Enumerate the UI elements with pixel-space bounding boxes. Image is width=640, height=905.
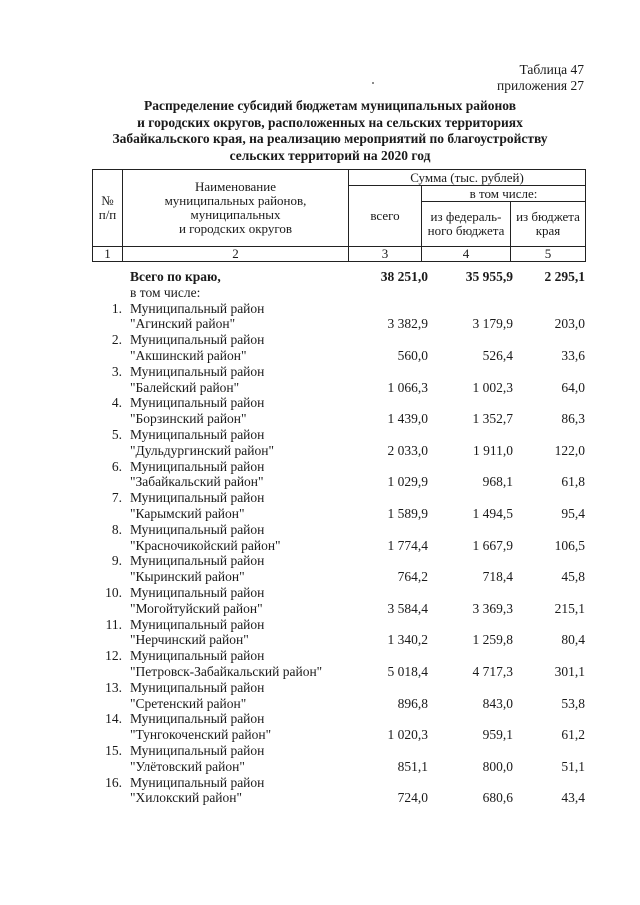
district-name: "Акшинский район"	[130, 347, 247, 363]
value-regional: 301,1	[554, 663, 585, 679]
value-federal: 1 352,7	[472, 411, 513, 427]
including-label: в том числе:	[130, 284, 201, 300]
value-total: 1 439,0	[387, 411, 428, 427]
district-name: "Петровск-Забайкальский район"	[130, 663, 323, 679]
row-number: 11.	[105, 616, 122, 632]
district-row	[92, 553, 589, 569]
header-federal: из федераль- ного бюджета	[422, 202, 511, 247]
value-federal: 968,1	[482, 474, 513, 490]
district-row	[92, 617, 589, 633]
value-regional: 64,0	[561, 379, 585, 395]
value-federal: 1 667,9	[472, 537, 513, 553]
district-prefix: Муниципальный район	[130, 521, 265, 537]
col-index-3: 3	[349, 247, 422, 262]
district-row	[92, 301, 589, 317]
district-values-row	[92, 538, 589, 554]
value-federal: 3 179,9	[472, 316, 513, 332]
value-regional: 51,1	[561, 758, 585, 774]
district-values-row	[92, 664, 589, 680]
row-number: 5.	[111, 426, 122, 442]
district-prefix: Муниципальный район	[130, 553, 265, 569]
header-including: в том числе:	[422, 186, 586, 202]
row-number: 10.	[105, 584, 122, 600]
value-regional: 95,4	[561, 505, 585, 521]
district-prefix: Муниципальный район	[130, 332, 265, 348]
row-number: 9.	[111, 553, 122, 569]
value-total: 896,8	[397, 695, 428, 711]
table-header	[92, 169, 586, 262]
district-values-row	[92, 380, 589, 396]
value-federal: 3 369,3	[472, 600, 513, 616]
district-values-row	[92, 727, 589, 743]
district-name: "Красночикойский район"	[130, 537, 281, 553]
district-name: "Тунгокоченский район"	[130, 727, 272, 743]
value-federal: 526,4	[482, 347, 513, 363]
value-regional: 61,8	[561, 474, 585, 490]
district-values-row	[92, 790, 589, 806]
row-number: 6.	[111, 458, 122, 474]
district-name: "Могойтуйский район"	[130, 600, 263, 616]
value-federal: 843,0	[482, 695, 513, 711]
district-name: "Дульдургинский район"	[130, 442, 274, 458]
district-name: "Борзинский район"	[130, 411, 247, 427]
district-prefix: Муниципальный район	[130, 426, 265, 442]
value-total: 560,0	[397, 347, 428, 363]
district-row	[92, 775, 589, 791]
district-row	[92, 585, 589, 601]
district-row	[92, 711, 589, 727]
total-label: Всего по краю,	[130, 269, 221, 284]
district-values-row	[92, 506, 589, 522]
district-values-row	[92, 348, 589, 364]
district-values-row	[92, 411, 589, 427]
district-row	[92, 648, 589, 664]
row-number: 12.	[105, 648, 122, 664]
district-values-row	[92, 601, 589, 617]
district-name: "Нерчинский район"	[130, 632, 249, 648]
district-values-row	[92, 632, 589, 648]
row-number: 3.	[111, 363, 122, 379]
district-row	[92, 743, 589, 759]
row-number: 16.	[105, 774, 122, 790]
col-index-2: 2	[123, 247, 349, 262]
district-prefix: Муниципальный район	[130, 300, 265, 316]
district-values-row	[92, 759, 589, 775]
row-number: 14.	[105, 711, 122, 727]
district-row	[92, 459, 589, 475]
district-prefix: Муниципальный район	[130, 742, 265, 758]
value-total: 1 066,3	[387, 379, 428, 395]
district-prefix: Муниципальный район	[130, 490, 265, 506]
row-number: 8.	[111, 521, 122, 537]
value-total: 764,2	[397, 569, 428, 585]
table-number: Таблица 47	[519, 62, 584, 77]
district-prefix: Муниципальный район	[130, 679, 265, 695]
district-row	[92, 680, 589, 696]
value-federal: 800,0	[482, 758, 513, 774]
value-federal: 4 717,3	[472, 663, 513, 679]
including-row	[92, 285, 589, 301]
value-total: 851,1	[397, 758, 428, 774]
value-regional: 86,3	[561, 411, 585, 427]
district-row	[92, 490, 589, 506]
total-row	[92, 269, 589, 285]
district-prefix: Муниципальный район	[130, 648, 265, 664]
value-total: 3 584,4	[387, 600, 428, 616]
total-federal: 35 955,9	[465, 269, 513, 284]
row-number: 13.	[105, 679, 122, 695]
district-list	[92, 301, 589, 807]
value-federal: 680,6	[482, 790, 513, 806]
district-row	[92, 364, 589, 380]
value-regional: 45,8	[561, 569, 585, 585]
district-row	[92, 395, 589, 411]
table-body	[92, 269, 589, 806]
district-prefix: Муниципальный район	[130, 711, 265, 727]
header-num: № п/п	[93, 170, 123, 247]
col-index-5: 5	[511, 247, 586, 262]
col-index-4: 4	[422, 247, 511, 262]
district-values-row	[92, 443, 589, 459]
district-name: "Кыринский район"	[130, 569, 245, 585]
district-name: "Карымский район"	[130, 505, 245, 521]
district-prefix: Муниципальный район	[130, 363, 265, 379]
value-federal: 1 002,3	[472, 379, 513, 395]
value-regional: 106,5	[554, 537, 585, 553]
value-federal: 718,4	[482, 569, 513, 585]
value-regional: 122,0	[554, 442, 585, 458]
district-name: "Хилокский район"	[130, 790, 243, 806]
value-total: 2 033,0	[387, 442, 428, 458]
value-regional: 53,8	[561, 695, 585, 711]
district-prefix: Муниципальный район	[130, 458, 265, 474]
district-prefix: Муниципальный район	[130, 395, 265, 411]
value-regional: 33,6	[561, 347, 585, 363]
value-total: 724,0	[397, 790, 428, 806]
appendix-number: приложения 27	[496, 78, 584, 93]
col-index-1: 1	[93, 247, 123, 262]
district-values-row	[92, 569, 589, 585]
district-name: "Балейский район"	[130, 379, 240, 395]
total-sum: 38 251,0	[380, 269, 428, 284]
row-number: 4.	[111, 395, 122, 411]
row-number: 2.	[111, 332, 122, 348]
value-total: 1 020,3	[387, 727, 428, 743]
district-prefix: Муниципальный район	[130, 584, 265, 600]
district-values-row	[92, 696, 589, 712]
row-number: 1.	[111, 300, 122, 316]
value-regional: 80,4	[561, 632, 585, 648]
value-regional: 61,2	[561, 727, 585, 743]
district-values-row	[92, 316, 589, 332]
header-total: всего	[349, 186, 422, 247]
district-name: "Забайкальский район"	[130, 474, 264, 490]
header-regional: из бюджета края	[511, 202, 586, 247]
value-federal: 1 494,5	[472, 505, 513, 521]
total-regional: 2 295,1	[544, 269, 585, 284]
page-title: Распределение субсидий бюджетам муниципальных районов и городских округов, расположенных на сельских территориях Забайкальского края, на реализацию мероприятий по благоустройству сельских территорий на 2020 год	[112, 98, 548, 163]
value-federal: 1 259,8	[472, 632, 513, 648]
district-row	[92, 522, 589, 538]
district-name: "Агинский район"	[130, 316, 236, 332]
district-name: "Улётовский район"	[130, 758, 245, 774]
value-regional: 43,4	[561, 790, 585, 806]
value-regional: 215,1	[554, 600, 585, 616]
value-regional: 203,0	[554, 316, 585, 332]
scan-speck	[372, 82, 374, 84]
district-prefix: Муниципальный район	[130, 616, 265, 632]
row-number: 7.	[111, 490, 122, 506]
district-row	[92, 332, 589, 348]
value-total: 1 029,9	[387, 474, 428, 490]
district-prefix: Муниципальный район	[130, 774, 265, 790]
row-number: 15.	[105, 742, 122, 758]
value-total: 5 018,4	[387, 663, 428, 679]
value-total: 3 382,9	[387, 316, 428, 332]
header-sum: Сумма (тыс. рублей)	[349, 170, 586, 186]
header-name: Наименование муниципальных районов, муниципальных и городских округов	[123, 170, 349, 247]
value-federal: 959,1	[482, 727, 513, 743]
value-total: 1 589,9	[387, 505, 428, 521]
district-values-row	[92, 474, 589, 490]
district-row	[92, 427, 589, 443]
value-total: 1 340,2	[387, 632, 428, 648]
value-federal: 1 911,0	[473, 442, 513, 458]
district-name: "Сретенский район"	[130, 695, 247, 711]
value-total: 1 774,4	[387, 537, 428, 553]
